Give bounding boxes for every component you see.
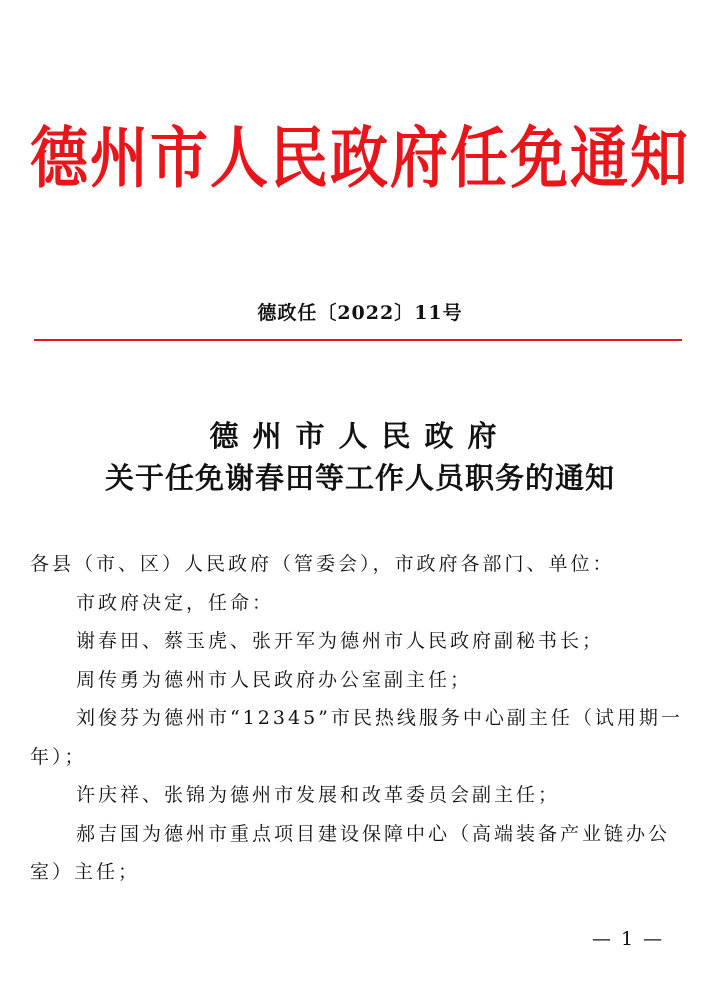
document-number: 德政任〔2022〕11号 [257, 302, 463, 324]
salutation: 各县（市、区）人民政府（管委会），市政府各部门、单位： [30, 553, 615, 575]
appointment-item: 谢春田、蔡玉虎、张开军为德州市人民政府副秘书长； [76, 630, 605, 652]
appointment-item: 许庆祥、张锦为德州市发展和改革委员会副主任； [76, 784, 561, 806]
decision-line: 市政府决定，任命： [76, 591, 275, 614]
document-title-subject: 关于任免谢春田等工作人员职务的通知 [104, 461, 615, 495]
page-number: — 1 — [592, 928, 665, 950]
document-masthead: 德州市人民政府任免通知 [29, 118, 690, 198]
appointment-item: 郝吉国为德州市重点项目建设保障中心（高端装备产业链办公室）主任； [30, 822, 671, 883]
document-body [30, 545, 690, 892]
appointment-item: 刘俊芬为德州市“12345”市民热线服务中心副主任（试用期一年）； [30, 707, 683, 768]
appointment-item: 周传勇为德州市人民政府办公室副主任； [76, 668, 473, 691]
document-title-issuer: 德州市人民政府 [209, 419, 511, 453]
red-divider-line [34, 339, 682, 341]
